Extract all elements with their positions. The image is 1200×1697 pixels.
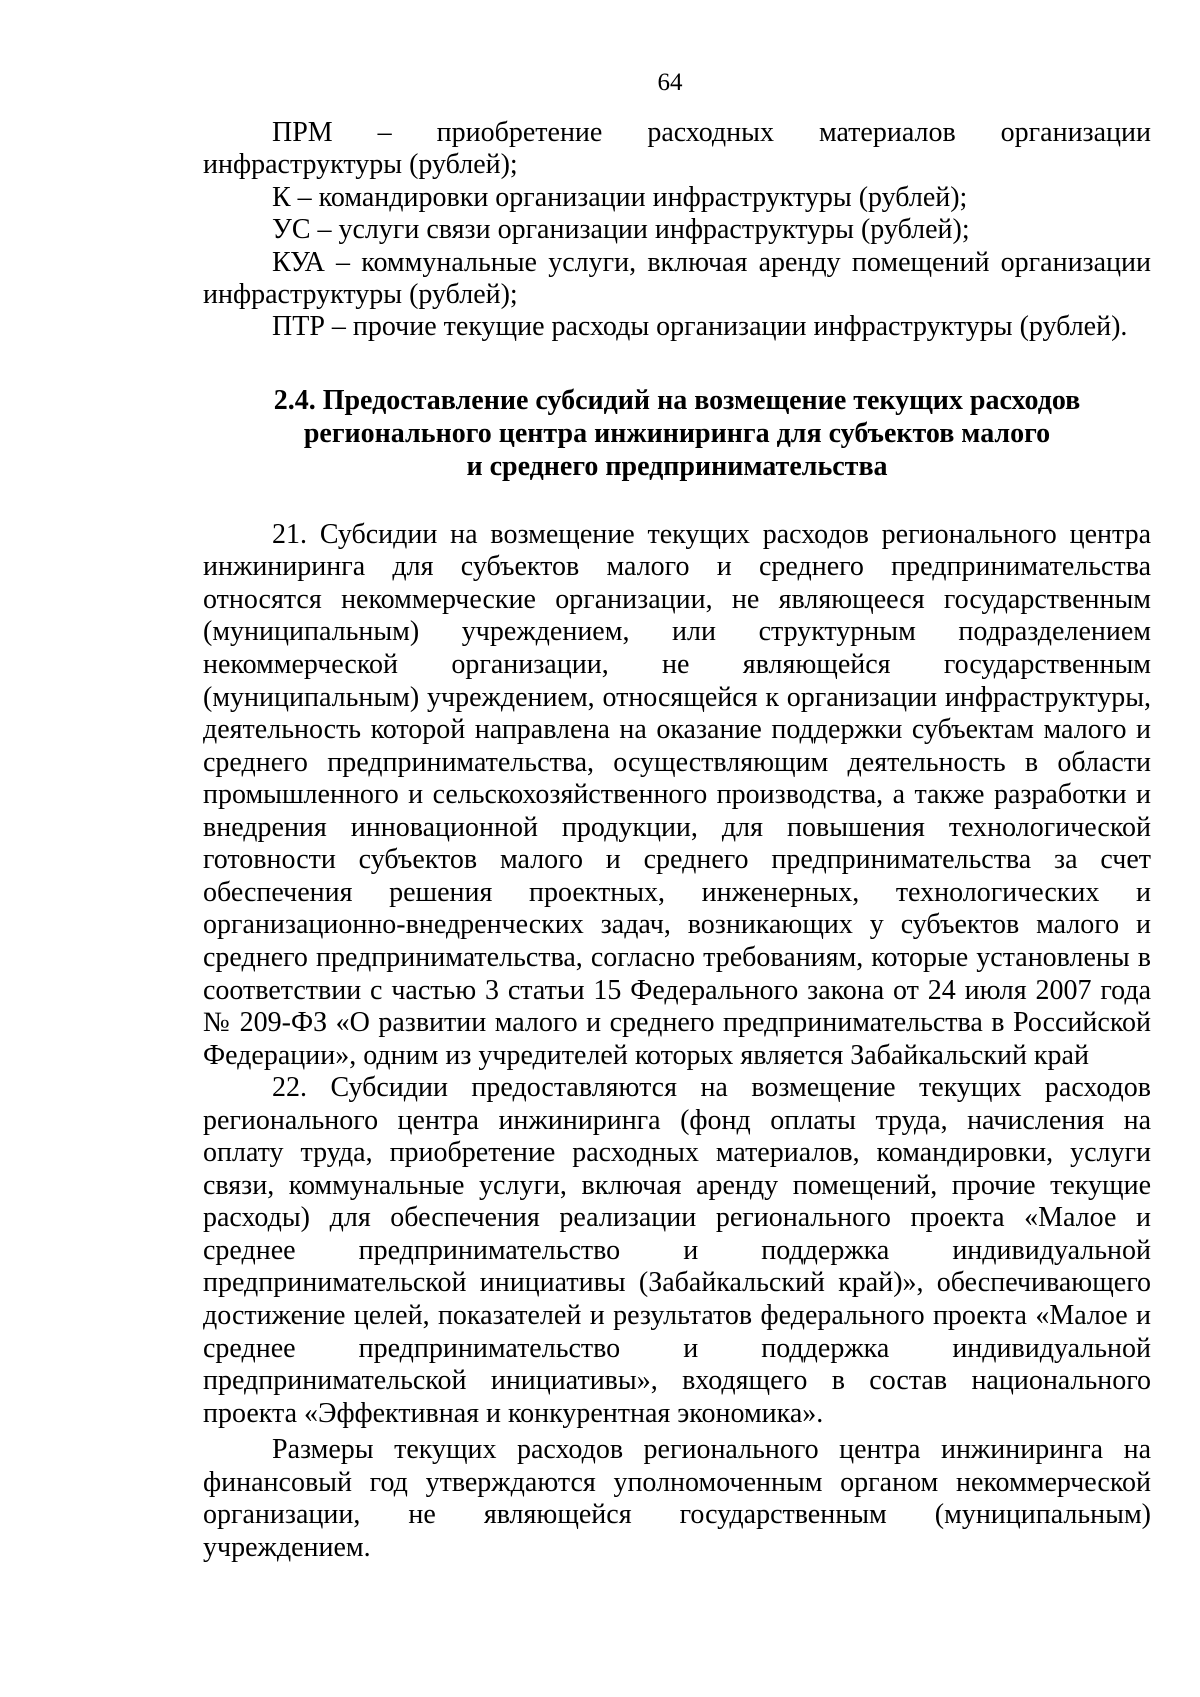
- paragraph-22: 22. Субсидии предоставляются на возмещение текущих расходов регионального центра инжиниринга (фонд оплаты труда, начисления на оплату труда, приобретение расходных материалов, командировки, услуги связи, коммунальные услуги, включая аренду помещений, прочие текущие расходы) для обеспечения реализации регионального проекта «Малое и среднее предпринимательство и поддержка индивидуальной предпринимательской инициативы (Забайкальский край)», обеспечивающего достижение целей, показателей и результатов федерального проекта «Малое и среднее предпринимательство и поддержка индивидуальной предпринимательской инициативы», входящего в состав национального проекта «Эффективная и конкурентная экономика».: [203, 1072, 1151, 1429]
- section-heading-line-2: регионального центра инжиниринга для субъектов малого: [303, 417, 1051, 449]
- definition-item-kua: КУА – коммунальные услуги, включая аренду помещений организации инфраструктуры (рублей);: [203, 246, 1151, 311]
- page-number: 64: [657, 69, 683, 96]
- section-paragraphs: [203, 519, 1151, 1565]
- definitions-list: [203, 117, 1151, 344]
- definition-item-k: К – командировки организации инфраструктуры (рублей);: [272, 181, 968, 213]
- paragraph-expense-sizes: Размеры текущих расходов регионального центра инжиниринга на финансовый год утверждаются уполномоченным органом некоммерческой организации, не являющейся государственным (муниципальным) учреждением.: [203, 1434, 1151, 1563]
- paragraph-21: 21. Субсидии на возмещение текущих расходов регионального центра инжиниринга для субъектов малого и среднего предпринимательства относятся некоммерческие организации, не являющееся государственным (муниципальным) учреждением, или структурным подразделением некоммерческой организации, не являющейся государственным (муниципальным) учреждением, относящейся к организации инфраструктуры, деятельность которой направлена на оказание поддержки субъектам малого и среднего предпринимательства, осуществляющим деятельность в области промышленного и сельскохозяйственного производства, а также разработки и внедрения инновационной продукции, для повышения технологической готовности субъектов малого и среднего предпринимательства за счет обеспечения решения проектных, инженерных, технологических и организационно-внедренческих задач, возникающих у субъектов малого и среднего предпринимательства, согласно требованиям, которые установлены в соответствии с частью 3 статьи 15 Федерального закона от 24 июля 2007 года № 209-ФЗ «О развитии малого и среднего предпринимательства в Российской Федерации», одним из учредителей которых является Забайкальский край: [203, 518, 1151, 1071]
- section-heading: [203, 384, 1151, 483]
- definition-item-ptr: ПТР – прочие текущие расходы организации инфраструктуры (рублей).: [272, 311, 1128, 343]
- definition-item-prm: ПРМ – приобретение расходных материалов организации инфраструктуры (рублей);: [203, 117, 1151, 181]
- definition-item-us: УС – услуги связи организации инфраструктуры (рублей);: [272, 214, 970, 246]
- section-heading-line-3: и среднего предпринимательства: [466, 450, 888, 482]
- document-body: [203, 117, 1151, 1564]
- section-heading-line-1: 2.4. Предоставление субсидий на возмещение текущих расходов: [273, 384, 1081, 416]
